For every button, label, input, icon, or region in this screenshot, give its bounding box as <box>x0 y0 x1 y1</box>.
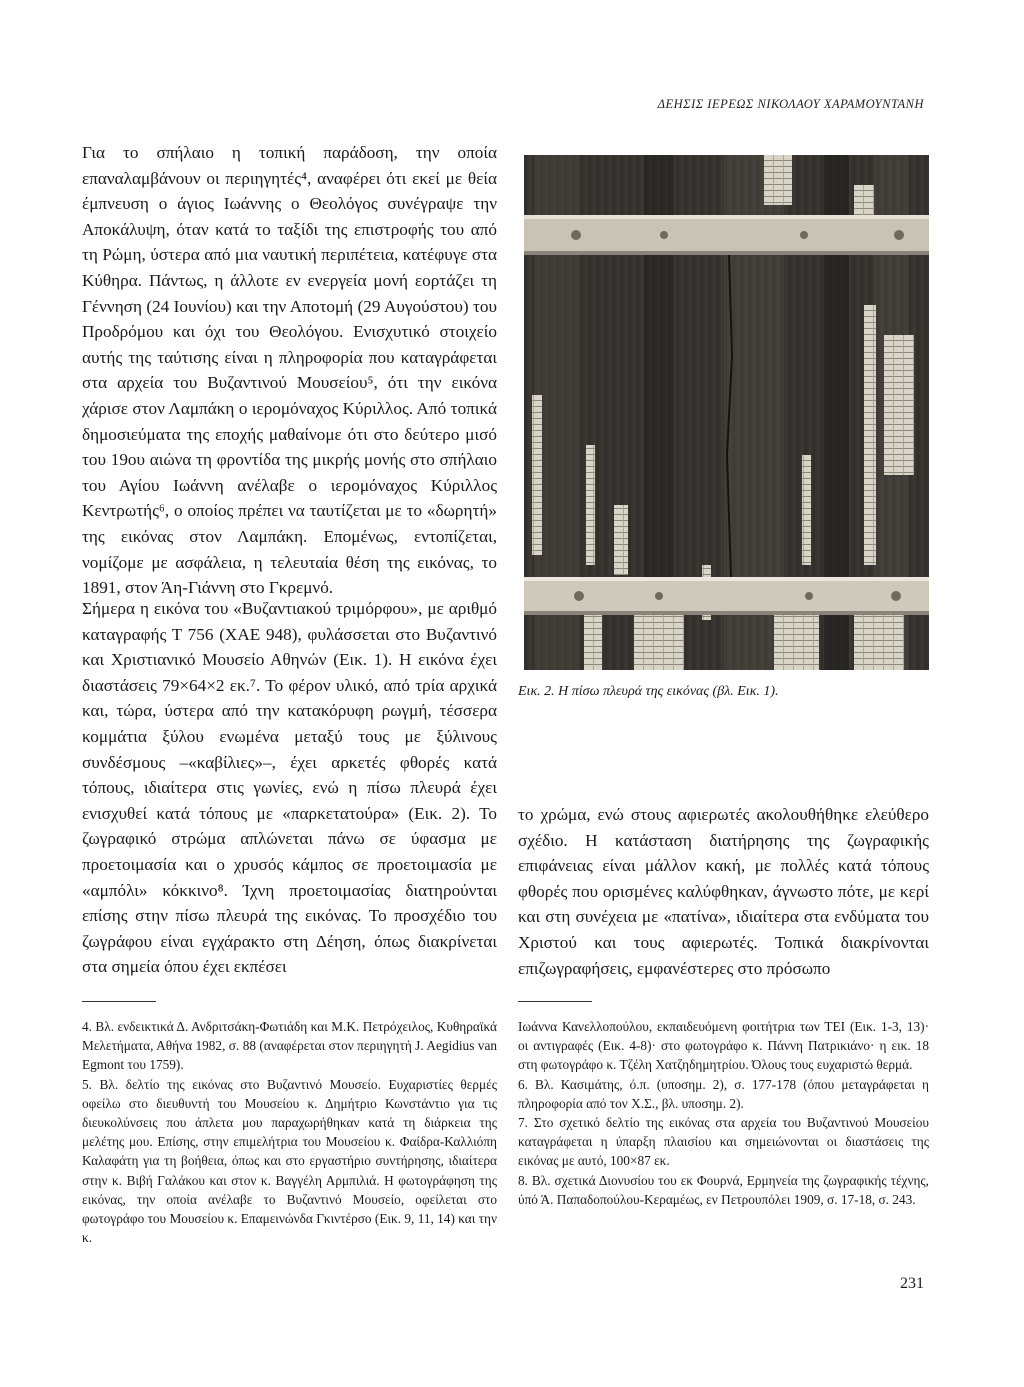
footnote-divider-right <box>518 1001 592 1002</box>
footnote-5: 5. Βλ. δελτίο της εικόνας στο Βυζαντινό Μουσείο. Ευχαριστίες θερμές οφείλω στο διευθυντή του Μουσείου κ. Δημήτριο Κωνστάντιο για τις διευκολύνσεις που άπλετα μου παραχωρήθηκαν κατά τη διάρκεια της μελέτης μου. Επίσης, στην επιμελήτρια του Μουσείου κ. Φαίδρα-Καλλιόπη Καλαφάτη για τη βοήθεια, όπως και στο εργαστήριο συντήρησης, ιδιαίτερα στην κ. Βιβή Γαλάκου και στον κ. Βαγγέλη Αρμπιλιά. Η φωτογράφηση της εικόνας, την οποία ανέλαβε το Βυζαντινό Μουσείο, οφείλεται στο φωτογράφο του Μουσείου κ. Επαμεινώνδα Γκιντέρσο (Εικ. 9, 11, 14) και την κ. <box>82 1076 497 1246</box>
body-column-left-top <box>82 140 497 601</box>
footnotes-left <box>82 1017 497 1247</box>
body-column-right <box>518 802 929 981</box>
figure-photo-icon-back <box>524 155 929 670</box>
footnote-5-continued: Ιωάννα Κανελλοπούλου, εκπαιδευόμενη φοιτήτρια των ΤΕΙ (Εικ. 1-3, 13)· οι αντιγραφές (Εικ. 4-8)· στο φωτογράφο κ. Πάννη Πατρικιάνο· η εικ. 18 στη φωτογράφο κ. Τζέλη Χατζηδημητρίου. Όλους τους ευχαριστώ θερμά. <box>518 1019 929 1073</box>
wooden-panel-photo <box>524 155 929 670</box>
footnote-6: 6. Βλ. Κασιμάτης, ό.π. (υποσημ. 2), σ. 177-178 (όπου μεταγράφεται η πληροφορία από τον Χ.Σ., βλ. υποσημ. 2). <box>518 1076 929 1111</box>
body-paragraph-3: το χρώμα, ενώ στους αφιερωτές ακολουθήθηκε ελεύθερο σχέδιο. Η κατάσταση διατήρησης της ζωγραφικής επιφάνειας είναι μάλλον κακή, με πολλές κατά τόπους φθορές που ορισμένες καλύφθηκαν, άγνωστο πότε, με κερί και στη συνέχεια με «πατίνα», ιδιαίτερα στα ενδύματα του Χριστού και τους αφιερωτές. Τοπικά διακρίνονται επιζωγραφήσεις, εμφανέστερες στο πρόσωπο <box>518 805 929 978</box>
figure-caption: Εικ. 2. Η πίσω πλευρά της εικόνας (βλ. Εικ. 1). <box>518 684 779 699</box>
footnote-7: 7. Στο σχετικό δελτίο της εικόνας στα αρχεία του Βυζαντινού Μουσείου καταγράφεται η ύπαρξη πλαισίου και σημειώνονται οι διαστάσεις της εικόνας με αυτό, 100×87 εκ. <box>518 1115 929 1169</box>
page-number: 231 <box>900 1275 924 1292</box>
body-column-left-bottom <box>82 596 497 980</box>
body-paragraph-1: Για το σπήλαιο η τοπική παράδοση, την οποία επαναλαμβάνουν οι περιηγητές⁴, αναφέρει ότι εκεί με θεία έμπνευση ο άγιος Ιωάννης ο Θεολόγος συνέγραψε την Αποκάλυψη, όταν κατά το ταξίδι της επιστροφής του από τη Ρώμη, ύστερα από μια ναυτική περιπέτεια, κατέφυγε στα Κύθηρα. Πάντως, η άλλοτε εν ενεργεία μονή εορτάζει τη Γέννηση (24 Ιουνίου) και την Αποτομή (29 Αυγούστου) του Προδρόμου και όχι του Θεολόγου. Ενισχυτικό στοιχείο αυτής της ταύτισης είναι η πληροφορία που καταγράφεται στα αρχεία του Βυζαντινού Μουσείου⁵, ότι την εικόνα χάρισε στον Λαμπάκη ο ιερομόναχος Κύριλλος. Από τοπικά δημοσιεύματα της εποχής μαθαίνομε ότι στο δεύτερο μισό του 19ου αιώνα τη φροντίδα της μικρής μονής στο σπήλαιο του Αγίου Ιωάννη ανέλαβε ο ιερομόναχος Κύριλλος Κεντρωτής⁶, ο οποίος πρέπει να ταυτίζεται με το «δωρητή» της εικόνας στον Λαμπάκη. Επομένως, εντοπίζεται, νομίζομε με ασφάλεια, η τελευταία θέση της εικόνας, το 1891, στον Άη-Γιάννη στο Γκρεμνό. <box>82 143 497 598</box>
footnote-4: 4. Βλ. ενδεικτικά Δ. Ανδριτσάκη-Φωτιάδη και Μ.Κ. Πετρόχειλος, Κυθηραϊκά Μελετήματα, Αθήνα 1982, σ. 88 (αναφέρεται στον περιηγητή J. Aegidius van Egmont του 1759). <box>82 1019 497 1073</box>
running-head: ΔΕΗΣΙΣ ΙΕΡΕΩΣ ΝΙΚΟΛΑΟΥ ΧΑΡΑΜΟΥΝΤΑΝΗ <box>657 97 924 111</box>
body-paragraph-2: Σήμερα η εικόνα του «Βυζαντιακού τριμόρφου», με αριθμό καταγραφής Τ 756 (ΧΑΕ 948), φυλάσσεται στο Βυζαντινό και Χριστιανικό Μουσείο Αθηνών (Εικ. 1). Η εικόνα έχει διαστάσεις 79×64×2 εκ.⁷. Το φέρον υλικό, από τρία αρχικά και, τώρα, ύστερα από την κατακόρυφη ρωγμή, τέσσερα κομμάτια ξύλου ενωμένα μεταξύ τους με ξύλινους συνδέσμους –«καβίλιες»–, έχει αρκετές φθορές κατά τόπους, ιδιαίτερα στις γωνίες, ενώ η πίσω πλευρά έχει ενισχυθεί κατά τόπους με «παρκετατούρα» (Εικ. 2). Το ζωγραφικό στρώμα απλώνεται πάνω σε ύφασμα με προετοιμασία και ο χρυσός κάμπος σε προετοιμασία με «αμπόλι» κόκκινο⁸. Ίχνη προετοιμασίας διατηρούνται επίσης στην πίσω πλευρά της εικόνας. Το προσχέδιο του ζωγράφου είναι εγχάρακτο στη Δέηση, όπως διακρίνεται στα σημεία όπου έχει εκπέσει <box>82 599 497 977</box>
footnote-divider-left <box>82 1001 156 1002</box>
footnotes-right <box>518 1017 929 1209</box>
footnote-8: 8. Βλ. σχετικά Διονυσίου του εκ Φουρνά, Ερμηνεία της ζωγραφικής τέχνης, ύπό Ά. Παπαδοπούλου-Κεραμέως, εν Πετρουπόλει 1909, σ. 17-18, σ. 243. <box>518 1172 929 1207</box>
